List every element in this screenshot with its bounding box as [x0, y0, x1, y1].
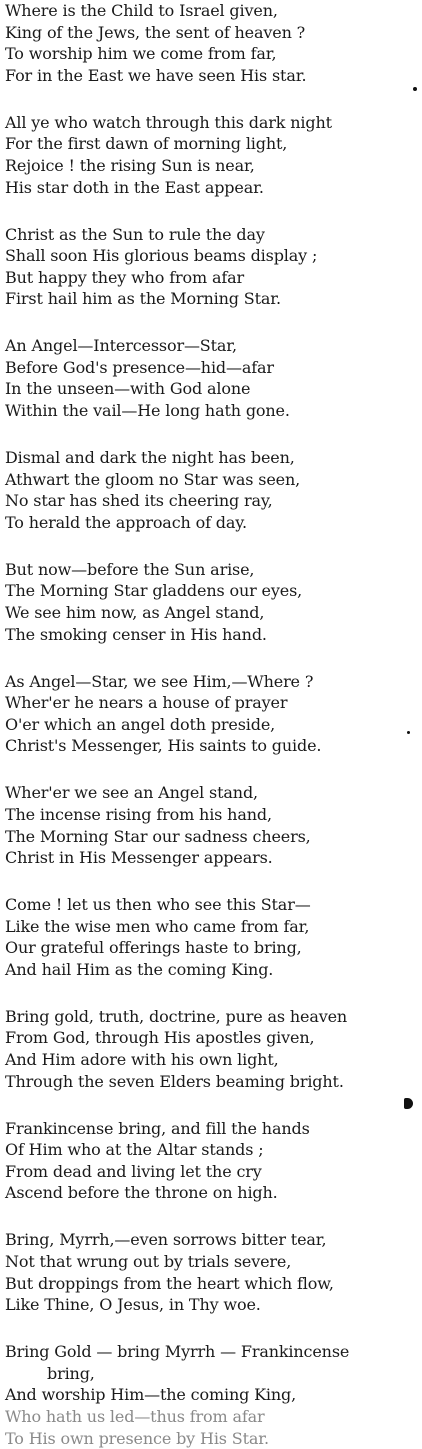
poem-line: And worship Him—the coming King, — [5, 1385, 297, 1405]
poem-line: Christ in His Messenger appears. — [5, 848, 273, 868]
poem-line: But happy they who from afar — [5, 267, 244, 287]
stanza — [5, 1341, 422, 1449]
poem-line: Like the wise men who came from far, — [5, 916, 310, 936]
poem-line: As Angel—Star, we see Him,—Where ? — [5, 671, 314, 691]
poem-line: And Him adore with his own light, — [5, 1050, 279, 1070]
ink-speck — [407, 731, 410, 734]
stanza — [5, 224, 422, 310]
poem-line: The incense rising from his hand, — [5, 804, 272, 824]
stanza — [5, 782, 422, 868]
poem-line: Our grateful offerings haste to bring, — [5, 938, 302, 958]
ink-speck — [413, 87, 417, 91]
poem-line: All ye who watch through this dark night — [5, 112, 332, 132]
stanza — [5, 1006, 422, 1092]
poem — [5, 0, 422, 1449]
poem-line: Bring gold, truth, doctrine, pure as heaven — [5, 1006, 348, 1026]
stanza — [5, 894, 422, 980]
poem-line: Rejoice ! the rising Sun is near, — [5, 155, 255, 175]
poem-line: Wher'er we see an Angel stand, — [5, 783, 258, 803]
poem-line: To worship him we come from far, — [5, 44, 277, 64]
poem-line: Not that wrung out by trials severe, — [5, 1252, 292, 1272]
poem-line: Dismal and dark the night has been, — [5, 448, 295, 468]
stanza — [5, 1118, 422, 1204]
poem-line: Through the seven Elders beaming bright. — [5, 1071, 344, 1091]
stanza — [5, 335, 422, 421]
poem-line: Come ! let us then who see this Star— — [5, 895, 311, 915]
poem-line: An Angel—Intercessor—Star, — [5, 336, 237, 356]
poem-line: The smoking censer in His hand. — [5, 624, 267, 644]
poem-line: Where is the Child to Israel given, — [5, 1, 278, 20]
poem-line: O'er which an angel doth preside, — [5, 714, 276, 734]
stanza — [5, 559, 422, 645]
poem-line: Frankincense bring, and fill the hands — [5, 1118, 310, 1138]
poem-line: Bring Gold — bring Myrrh — Frankincense — [5, 1342, 350, 1362]
stanza — [5, 0, 422, 86]
poem-line: Within the vail—He long hath gone. — [5, 401, 290, 421]
poem-line: His star doth in the East appear. — [5, 177, 264, 197]
poem-line: King of the Jews, the sent of heaven ? — [5, 22, 306, 42]
poem-line: bring, — [47, 1363, 95, 1383]
poem-line: For in the East we have seen His star. — [5, 65, 307, 85]
poem-line: For the first dawn of morning light, — [5, 134, 288, 154]
poem-line: First hail him as the Morning Star. — [5, 289, 281, 309]
poem-line: To herald the approach of day. — [5, 512, 247, 532]
poem-line: In the unseen—with God alone — [5, 379, 251, 399]
poem-line: But now—before the Sun arise, — [5, 559, 255, 579]
stanza — [5, 112, 422, 198]
stanza — [5, 1229, 422, 1315]
poem-line: Who hath us led—thus from afar — [5, 1406, 265, 1426]
poem-line: From God, through His apostles given, — [5, 1028, 315, 1048]
poem-line: And hail Him as the coming King. — [5, 959, 274, 979]
poem-line: Of Him who at the Altar stands ; — [5, 1140, 264, 1160]
stanza — [5, 447, 422, 533]
poem-line: The Morning Star gladdens our eyes, — [5, 581, 303, 601]
poem-line: Athwart the gloom no Star was seen, — [5, 469, 301, 489]
poem-line: Christ as the Sun to rule the day — [5, 224, 265, 244]
poem-line: Shall soon His glorious beams display ; — [5, 246, 318, 266]
poem-line: Like Thine, O Jesus, in Thy woe. — [5, 1295, 261, 1315]
poem-line: Before God's presence—hid—afar — [5, 357, 274, 377]
poem-line: From dead and living let the cry — [5, 1161, 262, 1181]
poem-line: Christ's Messenger, His saints to guide. — [5, 736, 322, 756]
poem-line: The Morning Star our sadness cheers, — [5, 826, 311, 846]
poem-line: Bring, Myrrh,—even sorrows bitter tear, — [5, 1230, 327, 1250]
poem-line: Ascend before the throne on high. — [5, 1183, 278, 1203]
poem-line: Wher'er he nears a house of prayer — [5, 693, 288, 713]
poem-line: We see him now, as Angel stand, — [5, 603, 265, 623]
poem-line: To His own presence by His Star. — [5, 1428, 269, 1448]
poem-line: No star has shed its cheering ray, — [5, 491, 273, 511]
stanza — [5, 671, 422, 757]
poem-line: But droppings from the heart which flow, — [5, 1273, 334, 1293]
